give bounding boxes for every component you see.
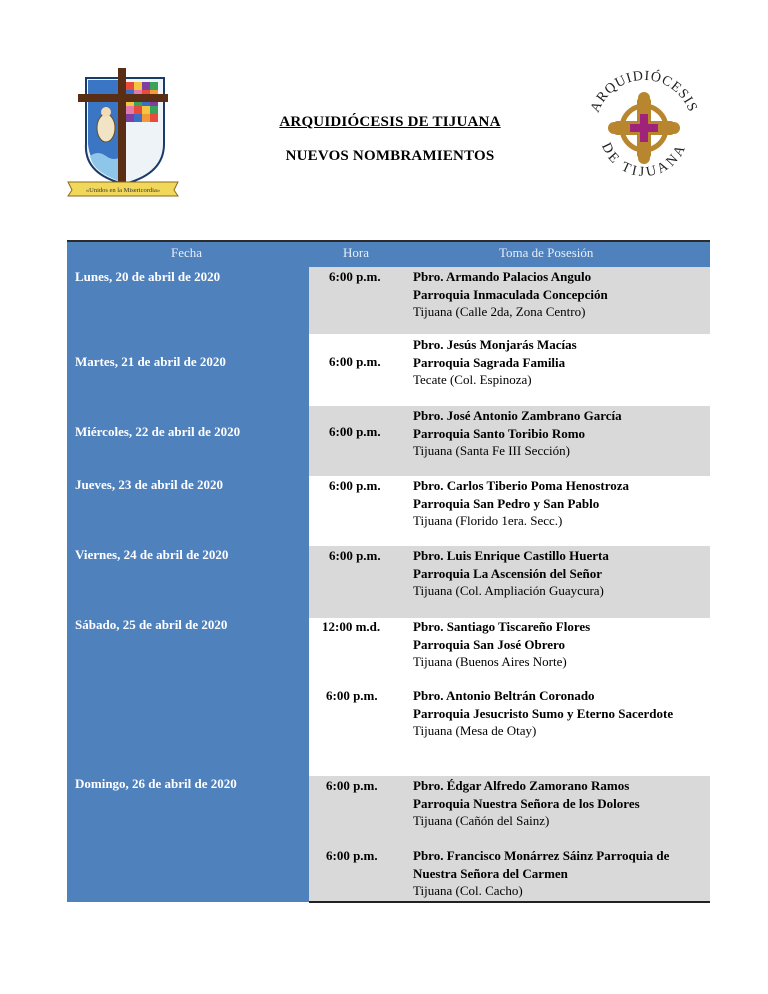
time-cell: 6:00 p.m. (326, 848, 378, 863)
parish-name: Parroquia San Pedro y San Pablo (413, 495, 600, 511)
page-title: ARQUIDIÓCESIS DE TIJUANA (279, 114, 501, 130)
time-cell: 12:00 m.d. (322, 619, 381, 634)
priest-name: Pbro. Luis Enrique Castillo Huerta (413, 548, 609, 563)
parish-name: Parroquia La Ascensión del Señor (413, 565, 603, 581)
parish-location: Tijuana (Col. Ampliación Guaycura) (413, 583, 604, 598)
priest-name: Pbro. Armando Palacios Angulo (413, 269, 592, 284)
date-cell: Martes, 21 de abril de 2020 (75, 354, 226, 369)
parish-location: Tijuana (Santa Fe III Sección) (413, 443, 570, 458)
date-cell: Jueves, 23 de abril de 2020 (75, 477, 224, 492)
appointment-entry (413, 336, 705, 389)
appointment-entry (413, 407, 705, 460)
time-cell: 6:00 p.m. (329, 548, 381, 563)
date-cell: Viernes, 24 de abril de 2020 (75, 547, 229, 562)
time-cell: 6:00 p.m. (329, 354, 381, 369)
time-cell: 6:00 p.m. (329, 269, 381, 284)
logo-arc-top-text: ARQUIDIÓCESIS (588, 68, 700, 115)
logo-arc-bottom-text: DE TIJUANA (597, 140, 691, 181)
parish-name: Parroquia Santo Toribio Romo (413, 425, 586, 441)
parish-name: Parroquia Sagrada Familia (413, 354, 566, 370)
priest-name: Pbro. Antonio Beltrán Coronado (413, 688, 595, 703)
parish-name: Parroquia Nuestra Señora de los Dolores (413, 795, 640, 811)
table-bottom-border (309, 901, 710, 903)
parish-location: Tijuana (Calle 2da, Zona Centro) (413, 304, 586, 319)
date-cell: Domingo, 26 de abril de 2020 (75, 776, 237, 791)
parish-location: Tijuana (Mesa de Otay) (413, 723, 537, 738)
archdiocese-emblem-logo (64, 66, 182, 198)
time-cell: 6:00 p.m. (329, 424, 381, 439)
appointments-table (67, 240, 710, 904)
date-cell: Lunes, 20 de abril de 2020 (75, 269, 221, 284)
time-cell: 6:00 p.m. (326, 688, 378, 703)
parish-location: Tijuana (Florido 1era. Secc.) (413, 513, 563, 528)
logo-motto-text: «Unidos en la Misericordia» (85, 187, 161, 194)
priest-name: Pbro. José Antonio Zambrano García (413, 408, 622, 423)
column-header-hora: Hora (343, 245, 369, 260)
parish-name: Parroquia San José Obrero (413, 636, 566, 652)
time-cell: 6:00 p.m. (326, 778, 378, 793)
appointment-entry (413, 847, 705, 900)
priest-name: Pbro. Carlos Tiberio Poma Henostroza (413, 478, 630, 493)
parish-name: Parroquia Jesucristo Sumo y Eterno Sacerdote (413, 705, 674, 721)
appointment-entry (413, 477, 705, 530)
date-cell: Miércoles, 22 de abril de 2020 (75, 424, 241, 439)
date-cell: Sábado, 25 de abril de 2020 (75, 617, 228, 632)
parish-name: Parroquia de Nuestra Señora del Carmen (413, 848, 670, 881)
parish-location: Tijuana (Cañón del Sainz) (413, 813, 550, 828)
parish-name: Parroquia Inmaculada Concepción (413, 286, 608, 302)
column-header-toma: Toma de Posesión (499, 245, 594, 260)
page-subtitle: NUEVOS NOMBRAMIENTOS (285, 148, 495, 164)
parish-location: Tijuana (Buenos Aires Norte) (413, 654, 567, 669)
priest-name: Pbro. Jesús Monjarás Macías (413, 337, 577, 352)
time-cell: 6:00 p.m. (329, 478, 381, 493)
column-header-fecha: Fecha (171, 245, 203, 260)
parish-location: Tecate (Col. Espinoza) (413, 372, 532, 387)
appointment-entry (413, 618, 705, 671)
appointment-entry (413, 268, 705, 321)
appointment-entry (413, 547, 705, 600)
appointment-entry (413, 777, 705, 830)
priest-name: Pbro. Francisco Monárrez Sáinz (413, 848, 594, 863)
table-header (67, 240, 710, 267)
appointment-entry (413, 687, 705, 740)
parish-location: Tijuana (Col. Cacho) (413, 883, 523, 898)
priest-name: Pbro. Santiago Tiscareño Flores (413, 619, 591, 634)
priest-name: Pbro. Édgar Alfredo Zamorano Ramos (413, 778, 630, 793)
